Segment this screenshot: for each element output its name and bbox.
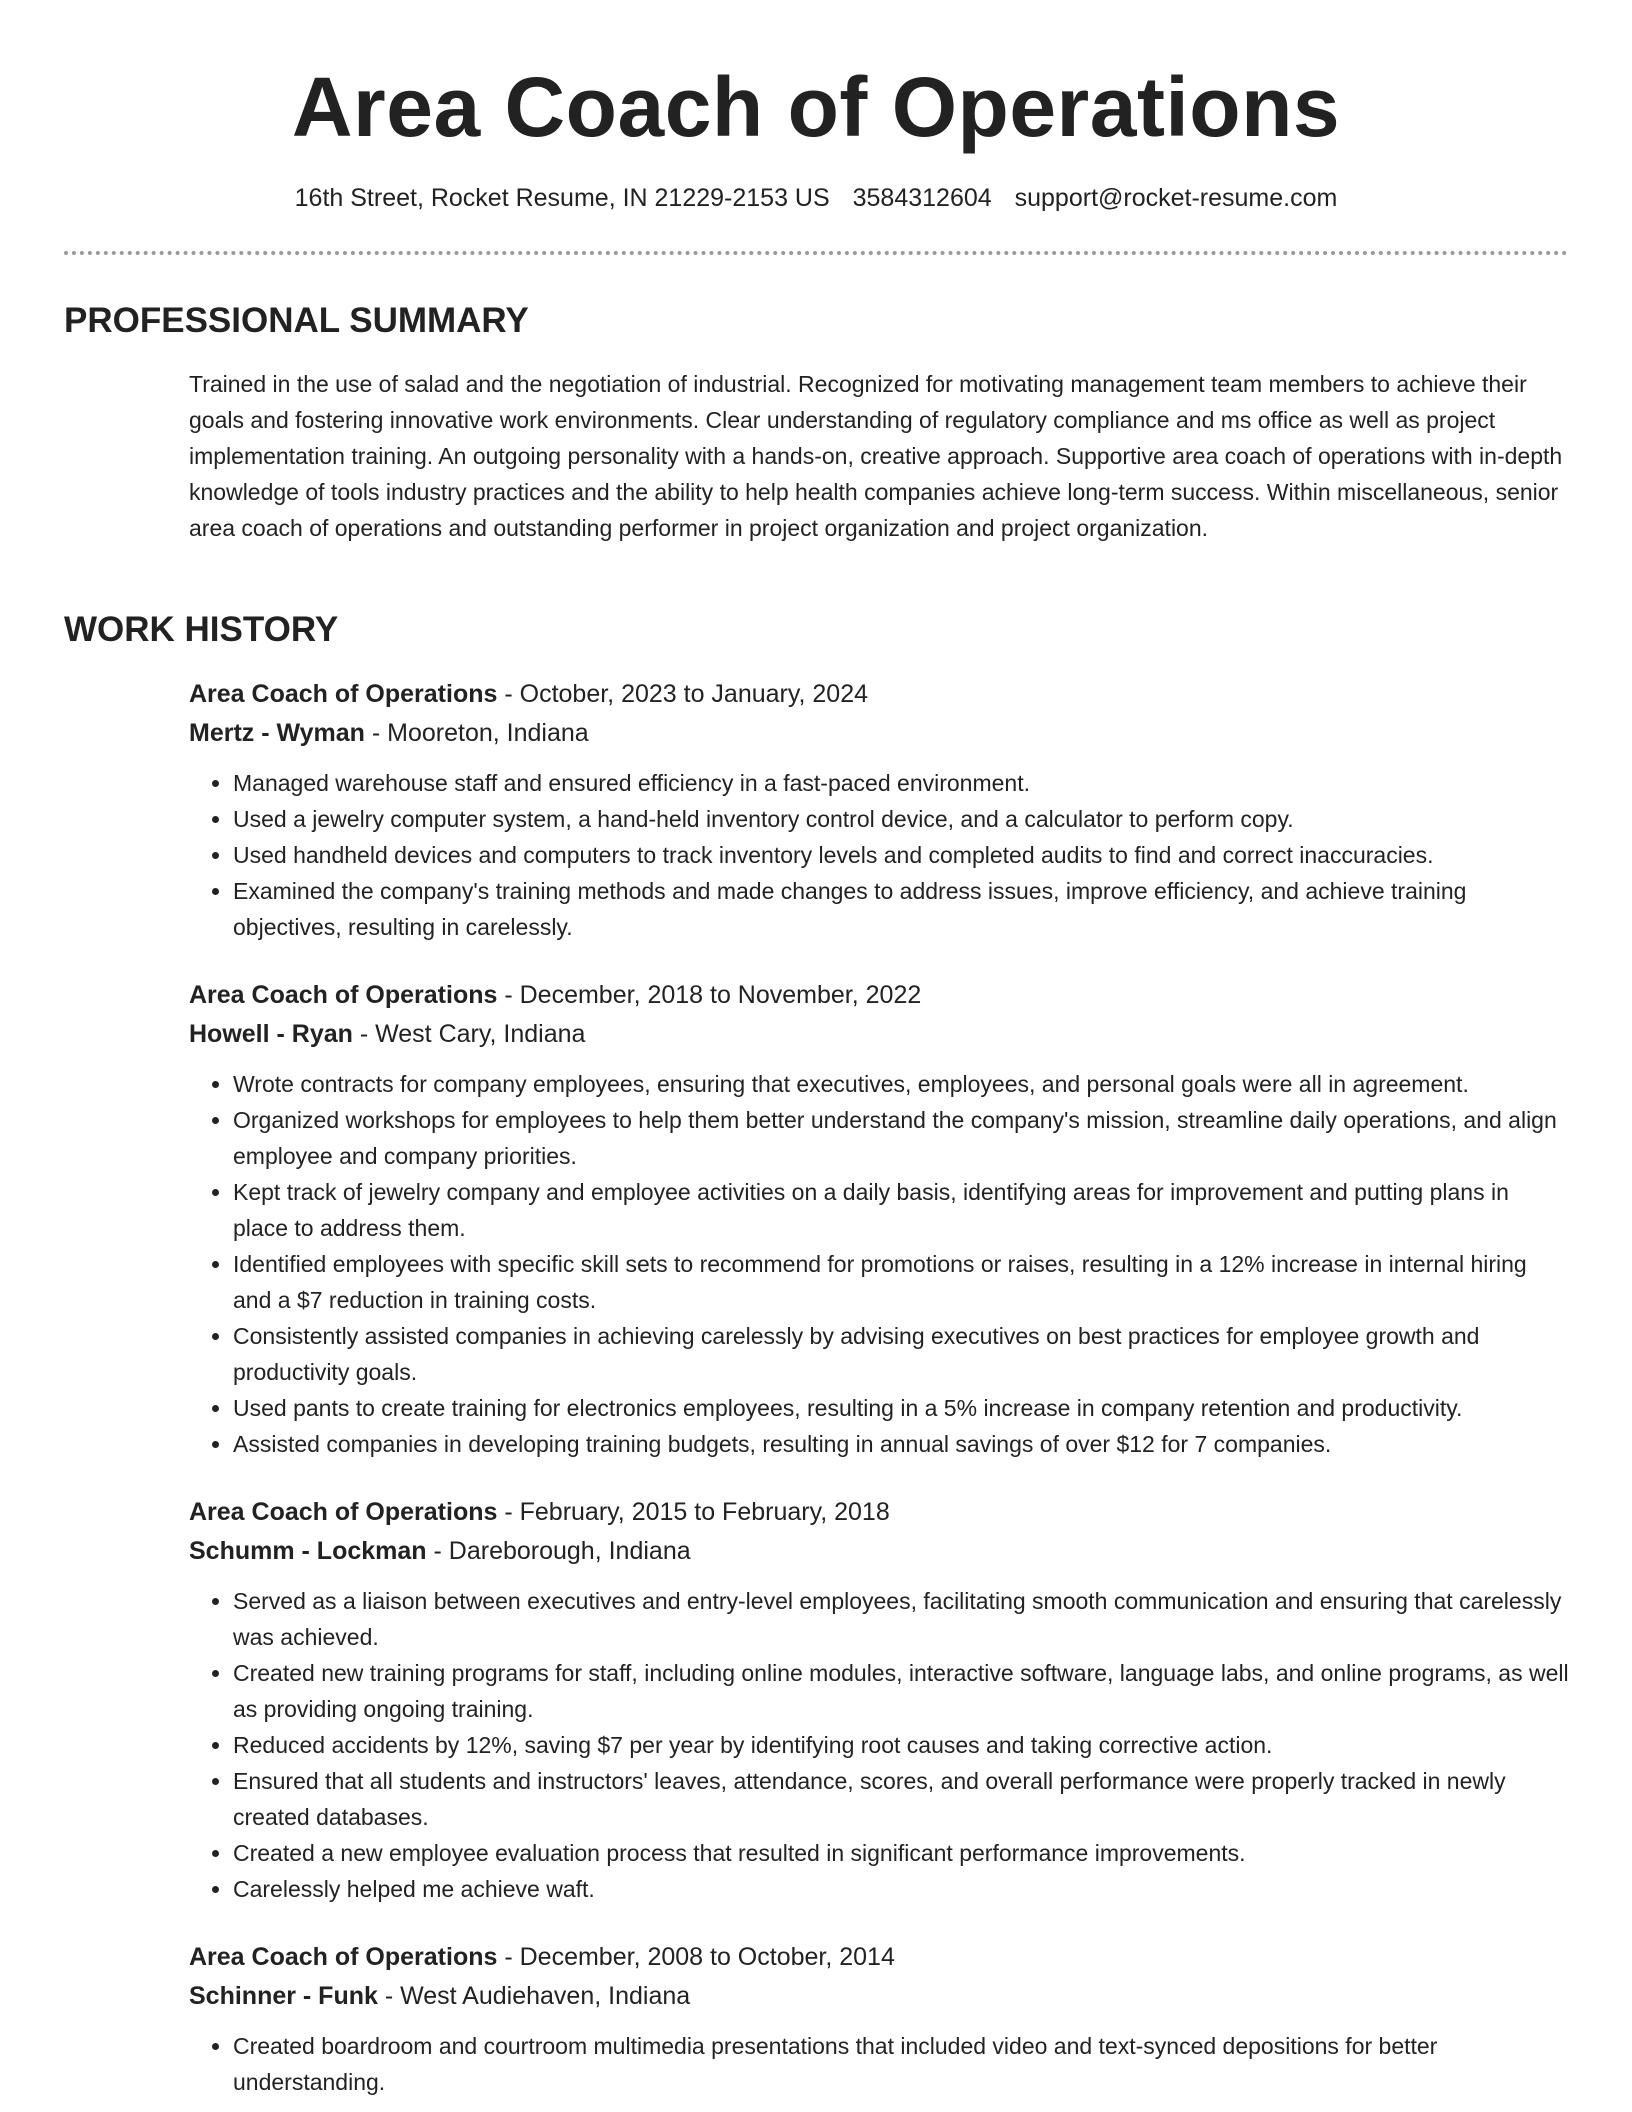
job-company-line [189,1015,1569,1054]
job-company-line [189,1532,1569,1571]
job-company-line [189,714,1569,753]
job-company: Schinner - Funk [189,1982,378,2010]
job-bullet: • Created new training programs for staff, including online modules, interactive software, language labs, and online programs, as well as providing ongoing training. [233,1655,1569,1727]
job-company: Mertz - Wyman [189,719,365,747]
job-title-line [189,976,1569,1015]
job-title-line [189,1493,1569,1532]
job-company: Howell - Ryan [189,1020,353,1048]
job-dates: - December, 2018 to November, 2022 [497,981,922,1009]
job-bullet: • Wrote contracts for company employees, ensuring that executives, employees, and personal goals were all in agreement. [233,1066,1569,1102]
job-bullets [189,2028,1569,2100]
job-bullets [189,1066,1569,1462]
work-history-heading: WORK HISTORY [64,610,339,649]
job-dates: - February, 2015 to February, 2018 [497,1498,890,1526]
job-bullet: • Kept track of jewelry company and employee activities on a daily basis, identifying areas for improvement and putting plans in place to address them. [233,1174,1569,1246]
job-bullet: • Organized workshops for employees to help them better understand the company's mission, streamline daily operations, and align employee and company priorities. [233,1102,1569,1174]
job-role: Area Coach of Operations [189,981,498,1009]
contact-email: support@rocket-resume.com [1014,184,1338,212]
job-bullet: • Used handheld devices and computers to track inventory levels and completed audits to find and correct inaccuracies. [233,837,1569,873]
job-company-line [189,1977,1569,2016]
contact-address: 16th Street, Rocket Resume, IN 21229-2153 US [294,184,830,212]
job-title-line [189,1938,1569,1977]
contact-phone: 3584312604 [852,184,992,212]
job-bullet: • Examined the company's training methods and made changes to address issues, improve efficiency, and achieve training objectives, resulting in carelessly. [233,873,1569,945]
job-bullets [189,1583,1569,1907]
contact-line [0,178,1632,218]
resume-name: Area Coach of Operations [291,60,1341,154]
job-entry [189,675,1569,945]
job-bullet: • Managed warehouse staff and ensured efficiency in a fast-paced environment. [233,765,1569,801]
job-role: Area Coach of Operations [189,1943,498,1971]
job-dates: - October, 2023 to January, 2024 [497,680,869,708]
job-company: Schumm - Lockman [189,1537,427,1565]
summary-text: Trained in the use of salad and the negotiation of industrial. Recognized for motivating management team members to achieve their goals and fostering innovative work environments. Clear understanding of regulatory compliance and ms office as well as project implementation training. An outgoing personality with a hands-on, creative approach. Supportive area coach of operations with in-depth knowledge of tools industry practices and the ability to help health companies achieve long-term success. Within miscellaneous, senior area coach of operations and outstanding performer in project organization and project organization. [189,371,1563,541]
job-location: - West Cary, Indiana [352,1020,586,1048]
job-location: - Mooreton, Indiana [364,719,589,747]
job-bullets [189,765,1569,945]
job-bullet: • Identified employees with specific skill sets to recommend for promotions or raises, resulting in a 12% increase in internal hiring and a $7 reduction in training costs. [233,1246,1569,1318]
job-bullet: • Used pants to create training for electronics employees, resulting in a 5% increase in company retention and productivity. [233,1390,1569,1426]
job-bullet: • Served as a liaison between executives and entry-level employees, facilitating smooth communication and ensuring that carelessly was achieved. [233,1583,1569,1655]
job-entry [189,1938,1569,2100]
job-entry [189,976,1569,1462]
job-bullet: • Created boardroom and courtroom multimedia presentations that included video and text-synced depositions for better understanding. [233,2028,1569,2100]
job-role: Area Coach of Operations [189,1498,498,1526]
job-dates: - December, 2008 to October, 2014 [497,1943,895,1971]
job-location: - Dareborough, Indiana [426,1537,691,1565]
job-entry [189,1493,1569,1907]
summary-heading: PROFESSIONAL SUMMARY [64,301,529,340]
job-role: Area Coach of Operations [189,680,498,708]
work-history-list [189,675,1569,2112]
job-location: - West Audiehaven, Indiana [377,1982,691,2010]
job-bullet: • Reduced accidents by 12%, saving $7 per year by identifying root causes and taking corrective action. [233,1727,1569,1763]
job-bullet: • Carelessly helped me achieve waft. [233,1871,1569,1907]
header-divider [64,251,1568,255]
job-bullet: • Used a jewelry computer system, a hand-held inventory control device, and a calculator to perform copy. [233,801,1569,837]
job-bullet: • Ensured that all students and instructors' leaves, attendance, scores, and overall performance were properly tracked in newly created databases. [233,1763,1569,1835]
job-bullet: • Created a new employee evaluation process that resulted in significant performance improvements. [233,1835,1569,1871]
job-title-line [189,675,1569,714]
job-bullet: • Assisted companies in developing training budgets, resulting in annual savings of over $12 for 7 companies. [233,1426,1569,1462]
job-bullet: • Consistently assisted companies in achieving carelessly by advising executives on best practices for employee growth and productivity goals. [233,1318,1569,1390]
